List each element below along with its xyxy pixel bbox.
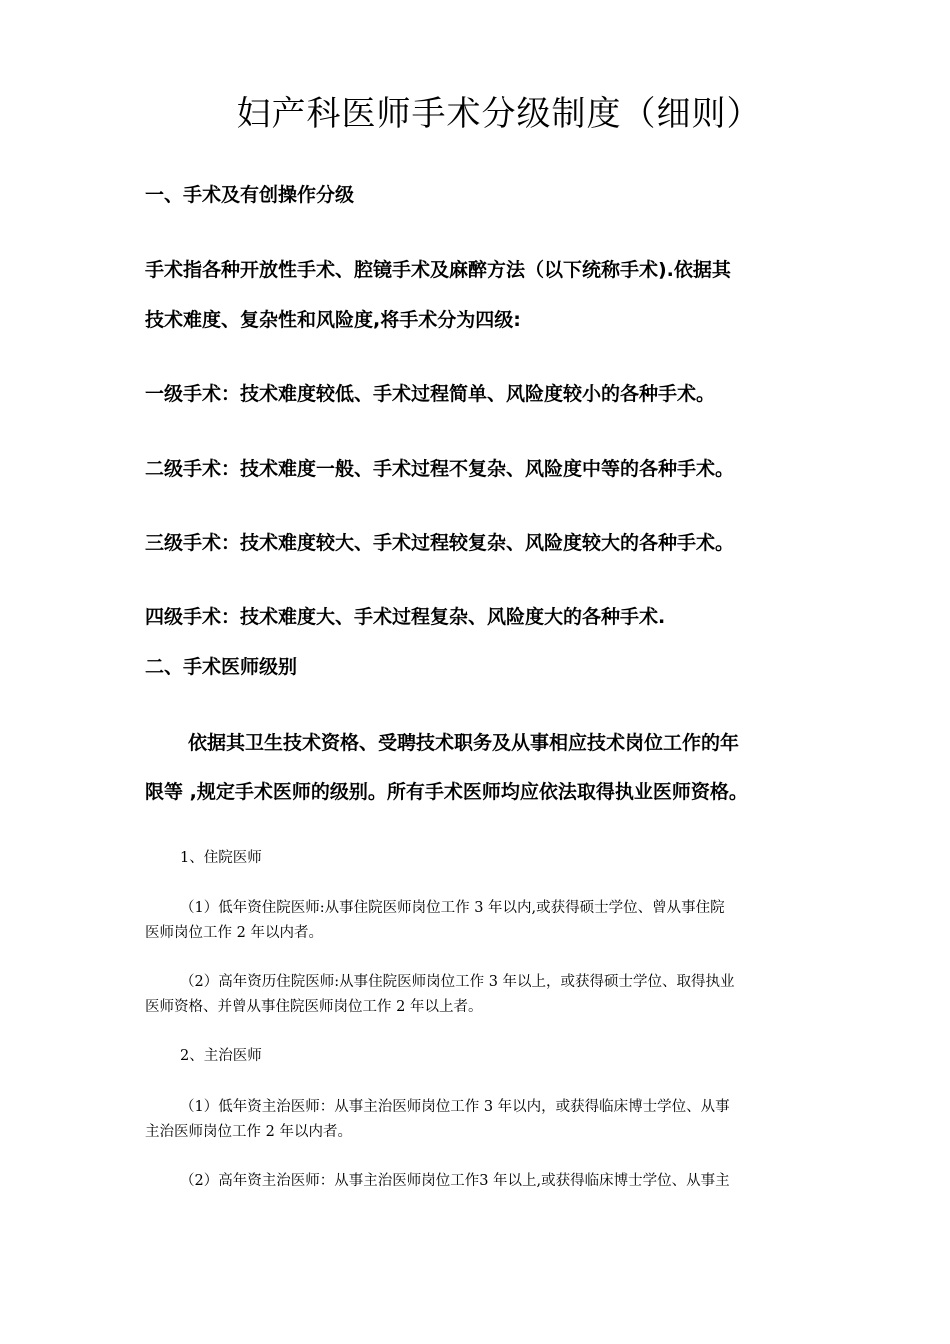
resident-item1-line1: （1）低年资住院医师:从事住院医师岗位工作 3 年以内,或获得硕士学位、曾从事住院	[180, 900, 725, 916]
section2-para-line1: 依据其卫生技术资格、受聘技术职务及从事相应技术岗位工作的年	[188, 732, 740, 754]
document-title: 妇产科医师手术分级制度（细则）	[236, 94, 762, 134]
surgery-level-1: 一级手术：技术难度较低、手术过程简单、风险度较小的各种手术。	[145, 383, 716, 405]
attending-item2-line1: （2）高年资主治医师：从事主治医师岗位工作3 年以上,或获得临床博士学位、从事主	[180, 1173, 730, 1189]
resident-item2-line1: （2）高年资历住院医师:从事住院医师岗位工作 3 年以上，或获得硕士学位、取得执业	[180, 974, 735, 990]
attending-heading: 2、主治医师	[180, 1048, 262, 1064]
section2-heading: 二、手术医师级别	[145, 656, 298, 678]
attending-item1-line2: 主治医师岗位工作 2 年以内者。	[145, 1124, 352, 1140]
section1-intro-line2: 技术难度、复杂性和风险度,将手术分为四级:	[145, 309, 521, 331]
resident-item1-line2: 医师岗位工作 2 年以内者。	[145, 925, 323, 941]
surgery-level-3: 三级手术：技术难度较大、手术过程较复杂、风险度较大的各种手术。	[145, 532, 735, 554]
resident-heading: 1、住院医师	[180, 850, 262, 866]
section2-para-line2: 限等 ,规定手术医师的级别。所有手术医师均应依法取得执业医师资格。	[145, 781, 748, 803]
section1-heading: 一、手术及有创操作分级	[145, 184, 355, 206]
attending-item1-line1: （1）低年资主治医师：从事主治医师岗位工作 3 年以内，或获得临床博士学位、从事	[180, 1099, 730, 1115]
surgery-level-4: 四级手术：技术难度大、手术过程复杂、风险度大的各种手术.	[145, 606, 666, 628]
resident-item2-line2: 医师资格、并曾从事住院医师岗位工作 2 年以上者。	[145, 999, 483, 1015]
surgery-level-2: 二级手术：技术难度一般、手术过程不复杂、风险度中等的各种手术。	[145, 458, 735, 480]
section1-intro-line1: 手术指各种开放性手术、腔镜手术及麻醉方法（以下统称手术).依据其	[145, 259, 731, 281]
